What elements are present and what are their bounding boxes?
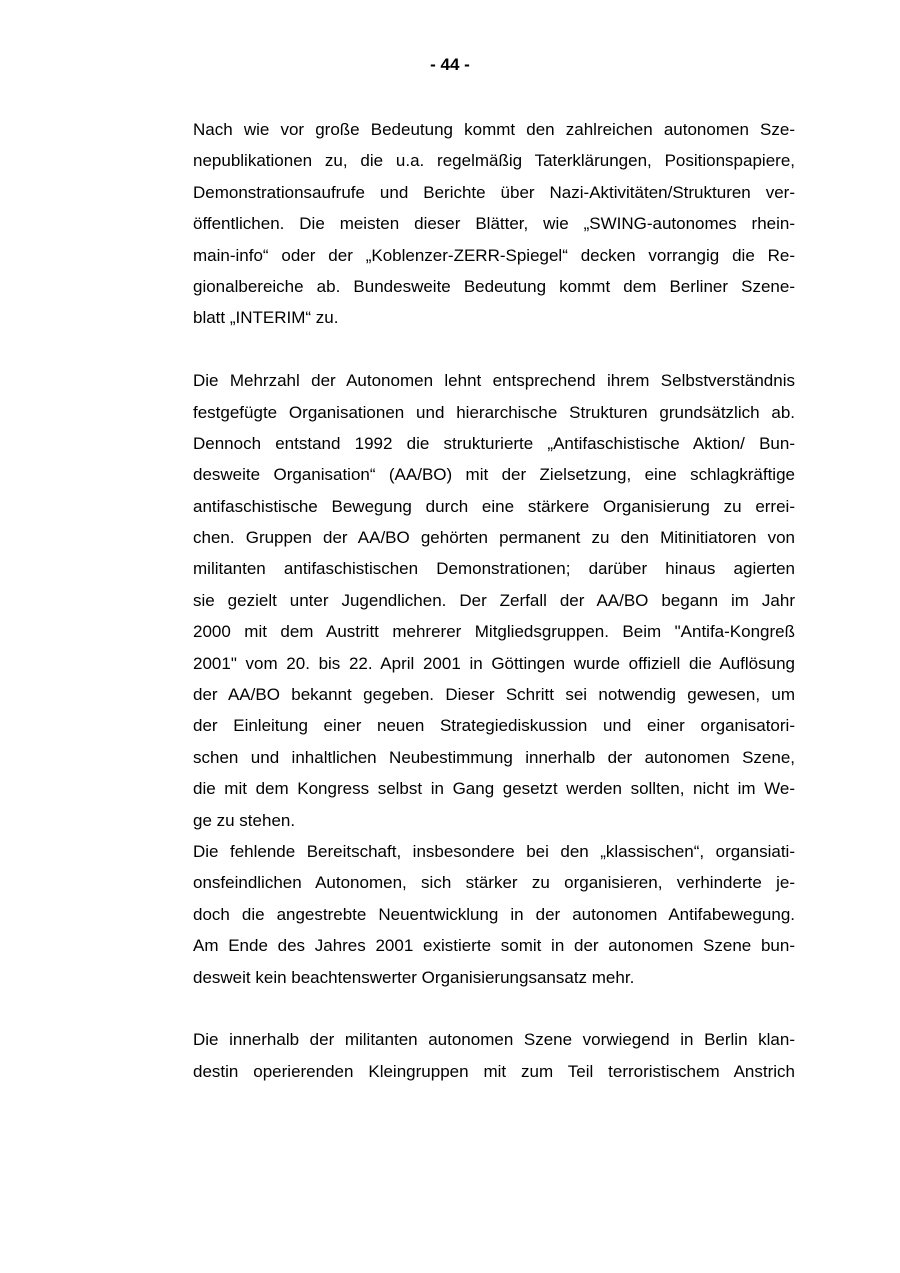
text-line: Die fehlende Bereitschaft, insbesondere bei den „klassischen“, organsiati-: [193, 841, 795, 861]
text-line: onsfeindlichen Autonomen, sich stärker zu organisieren, verhinderte je-: [193, 873, 795, 893]
text-line: 2001" vom 20. bis 22. April 2001 in Göttingen wurde offiziell die Auflösung: [193, 653, 795, 673]
text-line: blatt „INTERIM“ zu.: [193, 308, 339, 328]
text-line: 2000 mit dem Austritt mehrerer Mitgliedsgruppen. Beim "Antifa-Kongreß: [193, 622, 795, 642]
text-line: Nach wie vor große Bedeutung kommt den zahlreichen autonomen Sze-: [193, 120, 795, 139]
text-line: Dennoch entstand 1992 die strukturierte „Antifaschistische Aktion/ Bun-: [193, 433, 795, 453]
text-line: die mit dem Kongress selbst in Gang gesetzt werden sollten, nicht im We-: [193, 779, 795, 799]
document-body: [193, 117, 795, 1090]
text-line: schen und inhaltlichen Neubestimmung innerhalb der autonomen Szene,: [193, 747, 795, 767]
text-line: desweite Organisation“ (AA/BO) mit der Zielsetzung, eine schlagkräftige: [193, 465, 795, 485]
text-line: Die Mehrzahl der Autonomen lehnt entsprechend ihrem Selbstverständnis: [193, 371, 795, 391]
text-line: Demonstrationsaufrufe und Berichte über Nazi-Aktivitäten/Strukturen ver-: [193, 182, 795, 202]
paragraph-gap: [193, 337, 795, 368]
paragraph: [193, 117, 795, 337]
text-line: desweit kein beachtenswerter Organisierungsansatz mehr.: [193, 967, 635, 987]
page-number: - 44 -: [430, 55, 470, 74]
text-line: destin operierenden Kleingruppen mit zum Teil terroristischem Anstrich: [193, 1061, 795, 1081]
text-line: öffentlichen. Die meisten dieser Blätter, wie „SWING-autonomes rhein-: [193, 214, 795, 234]
text-line: main-info“ oder der „Koblenzer-ZERR-Spiegel“ decken vorrangig die Re-: [193, 245, 795, 265]
text-line: militanten antifaschistischen Demonstrationen; darüber hinaus agierten: [193, 559, 795, 579]
text-line: Am Ende des Jahres 2001 existierte somit in der autonomen Szene bun-: [193, 936, 795, 956]
text-line: doch die angestrebte Neuentwicklung in der autonomen Antifabewegung.: [193, 904, 795, 924]
text-line: der AA/BO bekannt gegeben. Dieser Schritt sei notwendig gewesen, um: [193, 685, 795, 705]
paragraph: [193, 839, 795, 996]
text-line: festgefügte Organisationen und hierarchische Strukturen grundsätzlich ab.: [193, 402, 795, 422]
text-line: nepublikationen zu, die u.a. regelmäßig Taterklärungen, Positionspapiere,: [193, 151, 795, 171]
text-line: ge zu stehen.: [193, 810, 296, 830]
text-line: gionalbereiche ab. Bundesweite Bedeutung kommt dem Berliner Szene-: [193, 276, 795, 296]
paragraph: [193, 368, 795, 839]
text-line: chen. Gruppen der AA/BO gehörten permanent zu den Mitinitiatoren von: [193, 528, 795, 548]
text-line: Die innerhalb der militanten autonomen Szene vorwiegend in Berlin klan-: [193, 1030, 795, 1050]
text-line: sie gezielt unter Jugendlichen. Der Zerfall der AA/BO begann im Jahr: [193, 590, 795, 610]
paragraph-gap: [193, 996, 795, 1027]
text-line: antifaschistische Bewegung durch eine stärkere Organisierung zu errei-: [193, 496, 795, 516]
text-line: der Einleitung einer neuen Strategiediskussion und einer organisatori-: [193, 716, 795, 736]
paragraph: [193, 1027, 795, 1090]
